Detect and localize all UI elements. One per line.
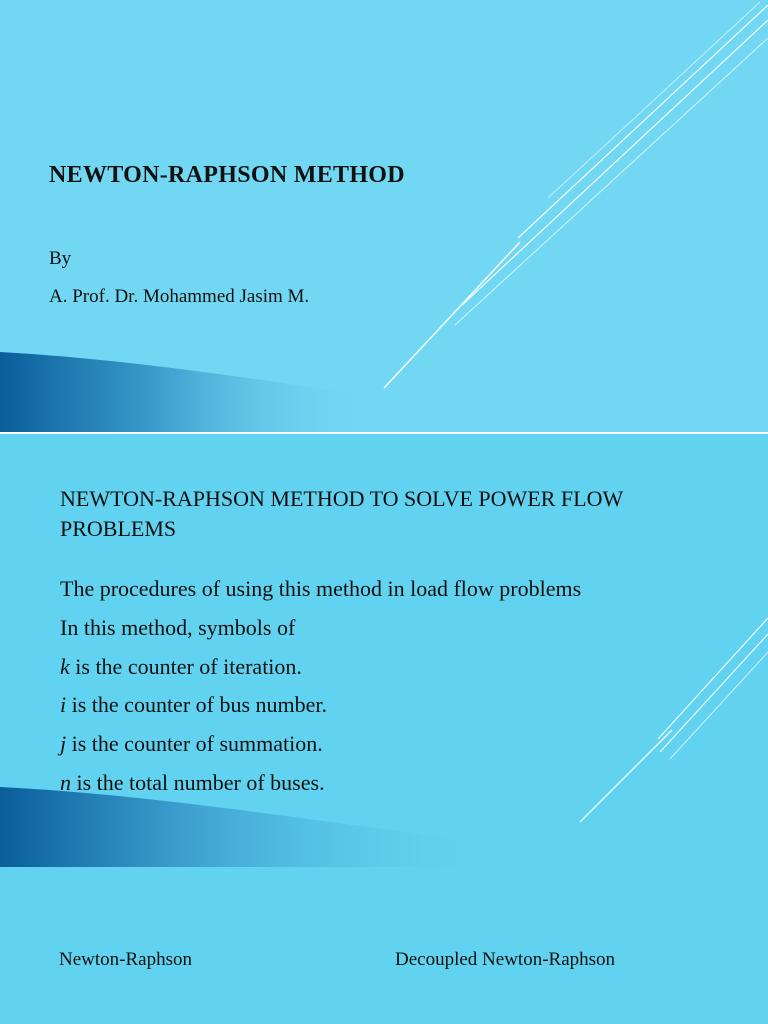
variable-symbol: j bbox=[60, 731, 67, 757]
byline-label: By bbox=[49, 248, 72, 269]
body-line-text: In this method, symbols of bbox=[60, 614, 296, 640]
body-line-text: The procedures of using this method in load flow problems bbox=[60, 576, 582, 601]
body-line bbox=[60, 686, 581, 725]
method-label-decoupled: Decoupled Newton-Raphson bbox=[395, 949, 616, 970]
slide-comparison bbox=[0, 867, 768, 1024]
body-line-text: is the counter of iteration. bbox=[69, 653, 302, 679]
slide-title-heading: NEWTON-RAPHSON METHOD bbox=[49, 162, 405, 188]
variable-symbol: n bbox=[60, 769, 71, 795]
variable-symbol: k bbox=[60, 653, 70, 679]
body-line bbox=[60, 764, 581, 803]
variable-symbol: i bbox=[60, 692, 67, 718]
body-line-text: is the counter of summation. bbox=[66, 731, 323, 757]
method-label-newton-raphson: Newton-Raphson bbox=[59, 949, 192, 970]
wave-decoration bbox=[0, 352, 768, 432]
slide-heading: NEWTON-RAPHSON METHOD TO SOLVE POWER FLOW PROBLEMS bbox=[60, 486, 623, 541]
body-line bbox=[60, 609, 581, 648]
body-line bbox=[60, 725, 581, 764]
author-name: A. Prof. Dr. Mohammed Jasim M. bbox=[49, 286, 310, 307]
body-line bbox=[60, 648, 581, 687]
slide-body bbox=[60, 570, 581, 803]
body-line bbox=[60, 570, 581, 609]
slide-title bbox=[0, 0, 768, 432]
body-line-text: is the counter of bus number. bbox=[66, 692, 328, 718]
body-line-text: is the total number of buses. bbox=[71, 769, 325, 795]
slide-content bbox=[0, 434, 768, 867]
